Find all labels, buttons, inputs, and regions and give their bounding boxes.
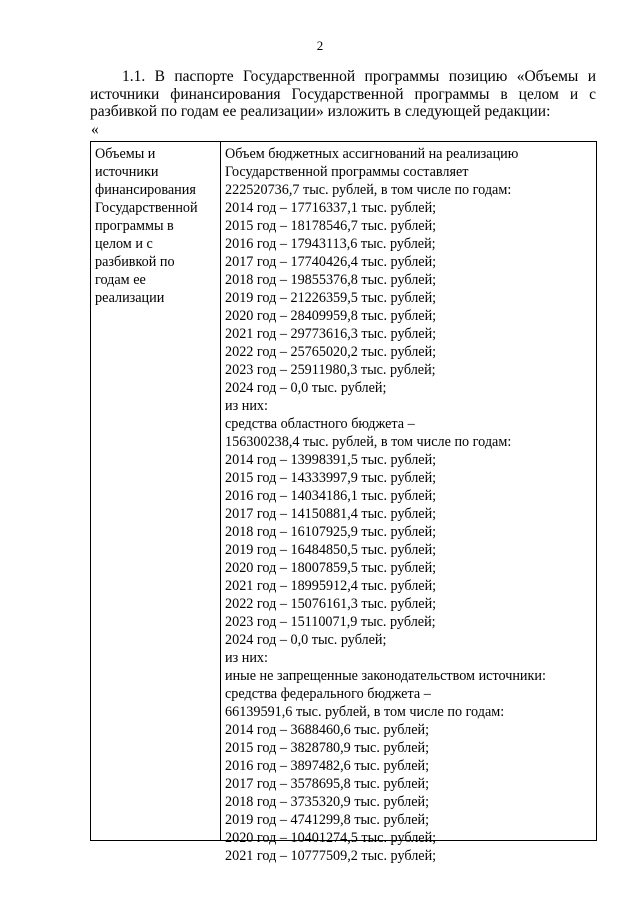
right-cell-line: 2020 год – 10401274,5 тыс. рублей; [225,830,437,846]
right-cell-line: средства областного бюджета – [225,416,415,432]
left-cell-line: разбивкой по [95,254,175,270]
right-cell-line: 2017 год – 14150881,4 тыс. рублей; [225,506,437,522]
right-cell-line: 2022 год – 15076161,3 тыс. рублей; [225,596,437,612]
right-cell-line: 156300238,4 тыс. рублей, в том числе по годам: [225,434,512,450]
funding-table [90,141,597,864]
left-cell-line: Государственной [95,200,198,216]
right-cell-line: из них: [225,650,268,666]
right-cell-line: 2019 год – 16484850,5 тыс. рублей; [225,542,437,558]
right-cell-line: 2018 год – 3735320,9 тыс. рублей; [225,794,430,810]
right-cell-line: 2021 год – 18995912,4 тыс. рублей; [225,578,437,594]
left-cell-line: источники [95,164,159,180]
right-cell-line: 2021 год – 29773616,3 тыс. рублей; [225,326,437,342]
right-cell-line: 2018 год – 16107925,9 тыс. рублей; [225,524,437,540]
right-cell-line: 2014 год – 17716337,1 тыс. рублей; [225,200,437,216]
right-cell-line: 2021 год – 10777509,2 тыс. рублей; [225,848,437,864]
intro-paragraph: 1.1. В паспорте Государственной программы позицию «Объемы и источники финансирования Государственной программы в целом и с разбивкой по годам ее реализации» изложить в следующей редакции: [90,68,596,120]
right-cell-line: 2015 год – 3828780,9 тыс. рублей; [225,740,430,756]
right-cell-line: 2019 год – 4741299,8 тыс. рублей; [225,812,430,828]
right-cell-line: 2024 год – 0,0 тыс. рублей; [225,380,387,396]
page-number: 2 [316,38,324,53]
left-cell-line: программы в [95,218,174,234]
right-cell-line: 2015 год – 18178546,7 тыс. рублей; [225,218,437,234]
left-cell-line: реализации [95,290,165,306]
left-cell-line: годам ее [95,272,146,288]
right-cell-line: 222520736,7 тыс. рублей, в том числе по годам: [225,182,512,198]
right-cell-line: 2016 год – 14034186,1 тыс. рублей; [225,488,437,504]
right-cell-line: 2022 год – 25765020,2 тыс. рублей; [225,344,437,360]
right-cell-line: 2014 год – 3688460,6 тыс. рублей; [225,722,430,738]
table-right-cell [221,142,596,864]
right-cell-line: 66139591,6 тыс. рублей, в том числе по годам: [225,704,505,720]
right-cell-line: 2016 год – 17943113,6 тыс. рублей; [225,236,436,252]
right-cell-line: 2017 год – 17740426,4 тыс. рублей; [225,254,437,270]
opening-quote: « [91,121,99,138]
right-cell-line: 2016 год – 3897482,6 тыс. рублей; [225,758,430,774]
right-cell-line: 2014 год – 13998391,5 тыс. рублей; [225,452,437,468]
right-cell-line: 2024 год – 0,0 тыс. рублей; [225,632,387,648]
right-cell-line: 2015 год – 14333997,9 тыс. рублей; [225,470,437,486]
left-cell-line: Объемы и [95,146,156,162]
left-cell-line: целом и с [95,236,153,252]
right-cell-line: средства федерального бюджета – [225,686,431,702]
right-cell-line: 2017 год – 3578695,8 тыс. рублей; [225,776,430,792]
table-left-cell [91,142,221,840]
right-cell-line: Объем бюджетных ассигнований на реализацию [225,146,519,162]
right-cell-line: из них: [225,398,268,414]
right-cell-line: Государственной программы составляет [225,164,469,180]
right-cell-line: 2020 год – 18007859,5 тыс. рублей; [225,560,437,576]
left-cell-line: финансирования [95,182,196,198]
right-cell-line: иные не запрещенные законодательством источники: [225,668,546,684]
right-cell-line: 2018 год – 19855376,8 тыс. рублей; [225,272,437,288]
right-cell-line: 2019 год – 21226359,5 тыс. рублей; [225,290,437,306]
right-cell-line: 2023 год – 15110071,9 тыс. рублей; [225,614,436,630]
right-cell-line: 2020 год – 28409959,8 тыс. рублей; [225,308,437,324]
intro-block [90,68,596,121]
right-cell-line: 2023 год – 25911980,3 тыс. рублей; [225,362,436,378]
